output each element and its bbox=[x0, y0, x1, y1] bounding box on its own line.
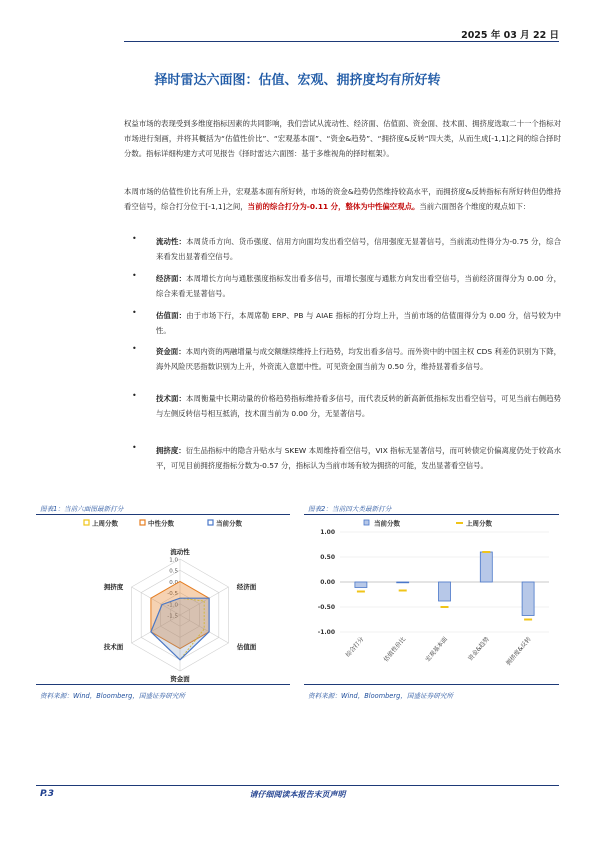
bar-current bbox=[522, 582, 534, 616]
bar-y-tick-label: 0.00 bbox=[320, 579, 335, 587]
bar-current bbox=[355, 582, 367, 588]
bar-y-tick-label: -0.50 bbox=[317, 604, 335, 612]
footer-rule bbox=[36, 785, 559, 786]
bar-category-label: 资金&趋势 bbox=[467, 635, 491, 663]
bullet-economy bbox=[124, 271, 561, 301]
summary-paragraph bbox=[124, 184, 561, 214]
bar-category-label: 综合打分 bbox=[344, 635, 366, 659]
bullet-capital bbox=[124, 344, 561, 389]
legend-label: 当前分数 bbox=[374, 519, 400, 528]
bullet-text: 由于市场下行，本周席勒 ERP、PB 与 AIAE 指标的打分均上升，当前市场的估值面得分为 0.00 分，信号较为中性。 bbox=[156, 311, 561, 335]
summary-text-b: 当前六面图各个维度的观点如下： bbox=[419, 202, 531, 211]
bullet-technical bbox=[124, 391, 561, 436]
bullet-text: 本周内资的两融增量与成交额继续维持上行趋势，均发出看多信号。而外资中的中国主权 CDS 利差仍识别为下降，海外风险厌恶指数识别为上升，外资流入意愿中性。可见资金面当前为 0.50 分，维持显著看多信号。 bbox=[156, 347, 561, 371]
radar-tick-label: -0.5 bbox=[167, 591, 178, 598]
figure1-bottom-rule bbox=[36, 684, 290, 685]
bar-y-tick-label: 0.50 bbox=[320, 554, 335, 562]
bullet-head: 经济面： bbox=[156, 274, 187, 283]
figure1-source: 资料来源：Wind，Bloomberg，国盛证券研究所 bbox=[40, 692, 186, 700]
legend-swatch bbox=[364, 520, 369, 525]
legend-swatch bbox=[456, 522, 463, 524]
radar-axis-label: 技术面 bbox=[103, 643, 124, 651]
bullet-dot: • bbox=[132, 308, 137, 317]
bullet-dot: • bbox=[132, 391, 137, 400]
legend-label: 当前分数 bbox=[216, 519, 242, 528]
bar-category-label: 估值性价比 bbox=[382, 635, 408, 664]
bullet-dot: • bbox=[132, 234, 137, 243]
radar-tick-label: -1.0 bbox=[167, 602, 178, 609]
radar-tick-label: -1.5 bbox=[167, 613, 178, 620]
bullet-valuation bbox=[124, 308, 561, 338]
bullet-text: 本周衡量中长期动量的价格趋势指标维持看多信号，而代表反转的新高新低指标发出看空信号，可见当前右侧趋势与左侧反转信号相互抵消，技术面当前为 0.00 分，无显著信号。 bbox=[156, 394, 561, 418]
legend-label: 中性分数 bbox=[148, 519, 174, 528]
summary-text-a: 本周市场的估值性价比有所上升，宏观基本面有所好转，市场的资金&趋势仍然维持较高水平，而拥挤度&反转指标有所好转但仍维持看空信号，综合打分位于[-1,1]之间， bbox=[124, 187, 561, 211]
bullet-head: 拥挤度： bbox=[156, 446, 186, 455]
bullet-dot: • bbox=[132, 443, 137, 452]
legend-label: 上周分数 bbox=[92, 519, 118, 528]
legend-swatch bbox=[140, 520, 145, 525]
report-date: 2025 年 03 月 22 日 bbox=[461, 30, 559, 41]
bullet-head: 估值面： bbox=[156, 311, 187, 320]
bullet-head: 流动性： bbox=[156, 237, 187, 246]
bar-chart bbox=[304, 515, 559, 683]
legend-swatch bbox=[208, 520, 213, 525]
legend-label: 上周分数 bbox=[466, 519, 492, 528]
bullet-head: 资金面： bbox=[156, 347, 186, 356]
bullet-text: 本周货币方向、货币强度、信用方向面均发出看空信号，信用强度无显著信号，当前流动性得分为-0.75 分，综合来看发出显著看空信号。 bbox=[156, 237, 561, 261]
figure2-source: 资料来源：Wind，Bloomberg，国盛证券研究所 bbox=[308, 692, 454, 700]
bullet-liquidity bbox=[124, 234, 561, 264]
bullet-dot: • bbox=[132, 344, 137, 353]
bar-category-label: 拥挤度&反转 bbox=[504, 635, 533, 667]
bullet-dot: • bbox=[132, 271, 137, 280]
bullet-crowding bbox=[124, 443, 561, 488]
bar-current bbox=[439, 582, 451, 601]
radar-axis-label: 估值面 bbox=[236, 643, 257, 651]
bullet-text: 本周增长方向与通胀强度指标发出看多信号，而增长强度与通胀方向发出看空信号，当前经济面得分为 0.00 分，综合来看无显著信号。 bbox=[156, 274, 561, 298]
bar-y-tick-label: -1.00 bbox=[317, 629, 335, 637]
radar-axis-label: 经济面 bbox=[236, 583, 257, 591]
header-rule bbox=[124, 41, 559, 42]
bullet-head: 技术面： bbox=[156, 394, 187, 403]
footer-disclaimer: 请仔细阅读本报告末页声明 bbox=[249, 790, 346, 799]
bar-current bbox=[397, 582, 409, 583]
figure2-caption: 图表2：当前四大类最新打分 bbox=[308, 505, 392, 513]
bar-category-label: 宏观基本面 bbox=[424, 635, 450, 664]
radar-axis-label: 流动性 bbox=[170, 548, 190, 556]
figure1-caption: 图表1：当前六面图最新打分 bbox=[40, 505, 124, 513]
figure2-bottom-rule bbox=[304, 684, 559, 685]
radar-axis-label: 资金面 bbox=[170, 675, 190, 683]
intro-paragraph: 权益市场的表现受到多维度指标因素的共同影响，我们尝试从流动性、经济面、估值面、资金面、技术面、拥挤度选取二十一个指标对市场进行刻画，并将其概括为“估值性价比”、“宏观基本面”、“资金&趋势”、“拥挤度&反转”四大类，从而生成[-1,1]之间的综合择时分数。指标详细构建方式可见报告《择时雷达六面图：基于多维视角的择时框架》。 bbox=[124, 119, 561, 158]
bar-y-tick-label: 1.00 bbox=[320, 529, 335, 537]
bar-current bbox=[480, 552, 492, 582]
radar-chart bbox=[36, 515, 290, 683]
radar-axis-label: 拥挤度 bbox=[103, 583, 124, 591]
page-number: P.3 bbox=[40, 789, 54, 799]
section-title: 择时雷达六面图：估值、宏观、拥挤度均有所好转 bbox=[154, 73, 441, 88]
radar-tick-label: 0.0 bbox=[169, 579, 178, 586]
radar-tick-label: 1.0 bbox=[169, 557, 178, 564]
legend-swatch bbox=[84, 520, 89, 525]
bullet-text: 衍生品指标中的隐含升贴水与 SKEW 本周维持看空信号，VIX 指标无显著信号，而可转债定价偏离度仍处于较高水平，可见目前拥挤度指标分数为-0.57 分，指标认为当前市场有较为拥挤的可能，发出显著看空信号。 bbox=[156, 446, 561, 470]
summary-score-highlight: 当前的综合打分为-0.11 分，整体为中性偏空观点。 bbox=[247, 202, 420, 211]
radar-tick-label: 0.5 bbox=[169, 568, 178, 575]
